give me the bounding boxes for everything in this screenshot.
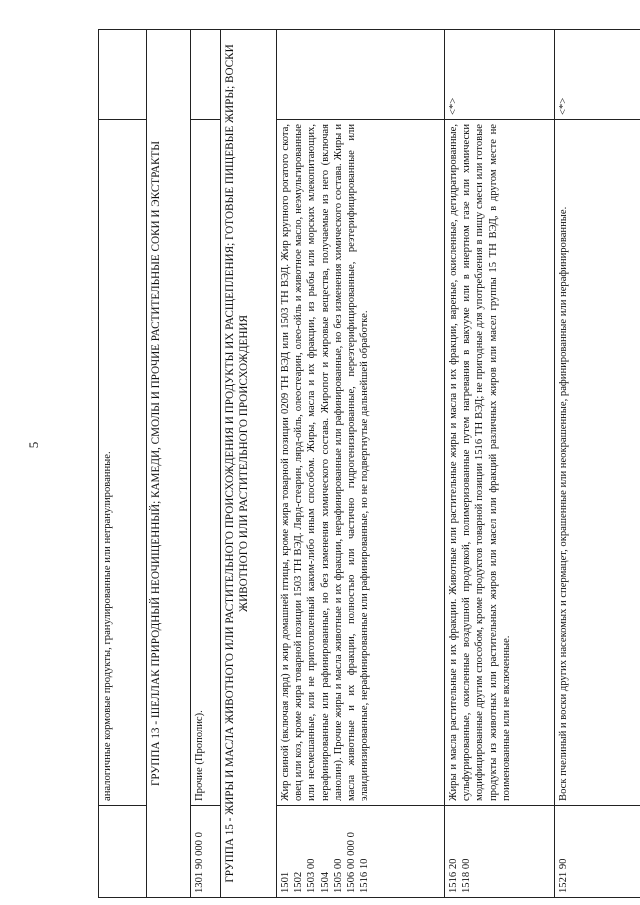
mark-cell: <*> xyxy=(555,30,640,120)
mark-cell xyxy=(99,30,147,120)
code-line: 1516 20 xyxy=(448,858,459,893)
code-cell xyxy=(277,806,445,898)
code-cell xyxy=(445,806,555,898)
code-line: 1516 10 xyxy=(359,858,371,893)
page-number: 5 xyxy=(26,441,41,449)
description-cell: Жиры и масла растительные и их фракции. Животные или растительные жиры и масла и их фракции, вареные, окисленные, дегидратированные, сульфурированные, окисленные воздушной продувкой, полимеризованные путем нагревания в вакууме или в инертном газе или химически модифицированные другим способом, кроме продуктов товарной позиции 1516 ТН ВЭД; не пригодные для употребления в пищу смеси или готовые продукты из животных или растительных жиров или масел или фракций различных жиров или масел группы 15 ТН ВЭД, в другом месте не поименованные или не включенные. xyxy=(445,120,555,806)
table-row xyxy=(445,30,555,898)
code-line: 1501 xyxy=(280,871,291,893)
description-cell: Прочие (Прополис). xyxy=(191,120,221,806)
code-cell: 1521 90 xyxy=(555,806,640,898)
goods-table xyxy=(98,29,640,898)
table-row xyxy=(191,30,221,898)
rotated-page-content xyxy=(98,44,640,898)
table-row xyxy=(99,30,147,898)
group-15-heading: ГРУППА 15 - ЖИРЫ И МАСЛА ЖИВОТНОГО ИЛИ РАСТИТЕЛЬНОГО ПРОИСХОЖДЕНИЯ И ПРОДУКТЫ ИХ РАСЩЕПЛЕНИЯ; ГОТОВЫЕ ПИЩЕВЫЕ ЖИРЫ; ВОСКИ ЖИВОТНОГО ИЛИ РАСТИТЕЛЬНОГО ПРОИСХОЖДЕНИЯ xyxy=(221,30,277,898)
code-line: 1518 00 xyxy=(461,858,473,893)
code-cell: 1301 90 000 0 xyxy=(191,806,221,898)
group-heading-row xyxy=(147,30,191,898)
code-line: 1504 xyxy=(319,871,331,893)
table-row xyxy=(277,30,445,898)
group-13-heading: ГРУППА 13 - ШЕЛЛАК ПРИРОДНЫЙ НЕОЧИЩЕННЫЙ; КАМЕДИ, СМОЛЫ И ПРОЧИЕ РАСТИТЕЛЬНЫЕ СОКИ И ЭКСТРАКТЫ xyxy=(147,30,191,898)
description-cell: Воск пчелиный и воски других насекомых и спермацет, окрашенные или неокрашенные, рафинированные или нерафинированные. xyxy=(555,120,640,806)
description-cell: Жир свиной (включая лярд) и жир домашней птицы, кроме жира товарной позиции 0209 ТН ВЭД или 1503 ТН ВЭД. Жир крупного рогатого скота, овец или коз, кроме жира товарной позиции 1503 ТН ВЭД. Лярд-стеарин, лярд-ойль, олеостеарин, олео-ойль и животное масло, неэмульгированные или несмешанные, или не приготовленный каким-либо иным способом. Жиры, масла и их фракции, из рыбы или морских млекопитающих, нерафинированные или рафинированные, но без изменения химического состава. Жиропот и жировые вещества, получаемые из него (включая ланолин). Прочие жиры и масла животные и их фракции, нерафинированные или рафинированные, но без изменения химического состава. Жиры и масла животные и их фракции, полностью или частично гидрогенизированные, переэтерифицированные, реэтерифицированные или элаидинизированные, нерафинированные или рафинированные, но не подвергнутые дальнейшей обработке. xyxy=(277,120,445,806)
mark-cell xyxy=(277,30,445,120)
group-heading-row xyxy=(221,30,277,898)
description-cell: аналогичные кормовые продукты, гранулированные или негранулированные. xyxy=(99,120,147,806)
mark-cell xyxy=(191,30,221,120)
table-row xyxy=(555,30,640,898)
code-line: 1503 00 xyxy=(306,858,318,893)
code-cell xyxy=(99,806,147,898)
mark-cell: <*> xyxy=(445,30,555,120)
code-line: 1505 00 xyxy=(332,858,344,893)
code-line: 1506 00 000 0 xyxy=(346,832,358,893)
code-line: 1502 xyxy=(293,871,305,893)
